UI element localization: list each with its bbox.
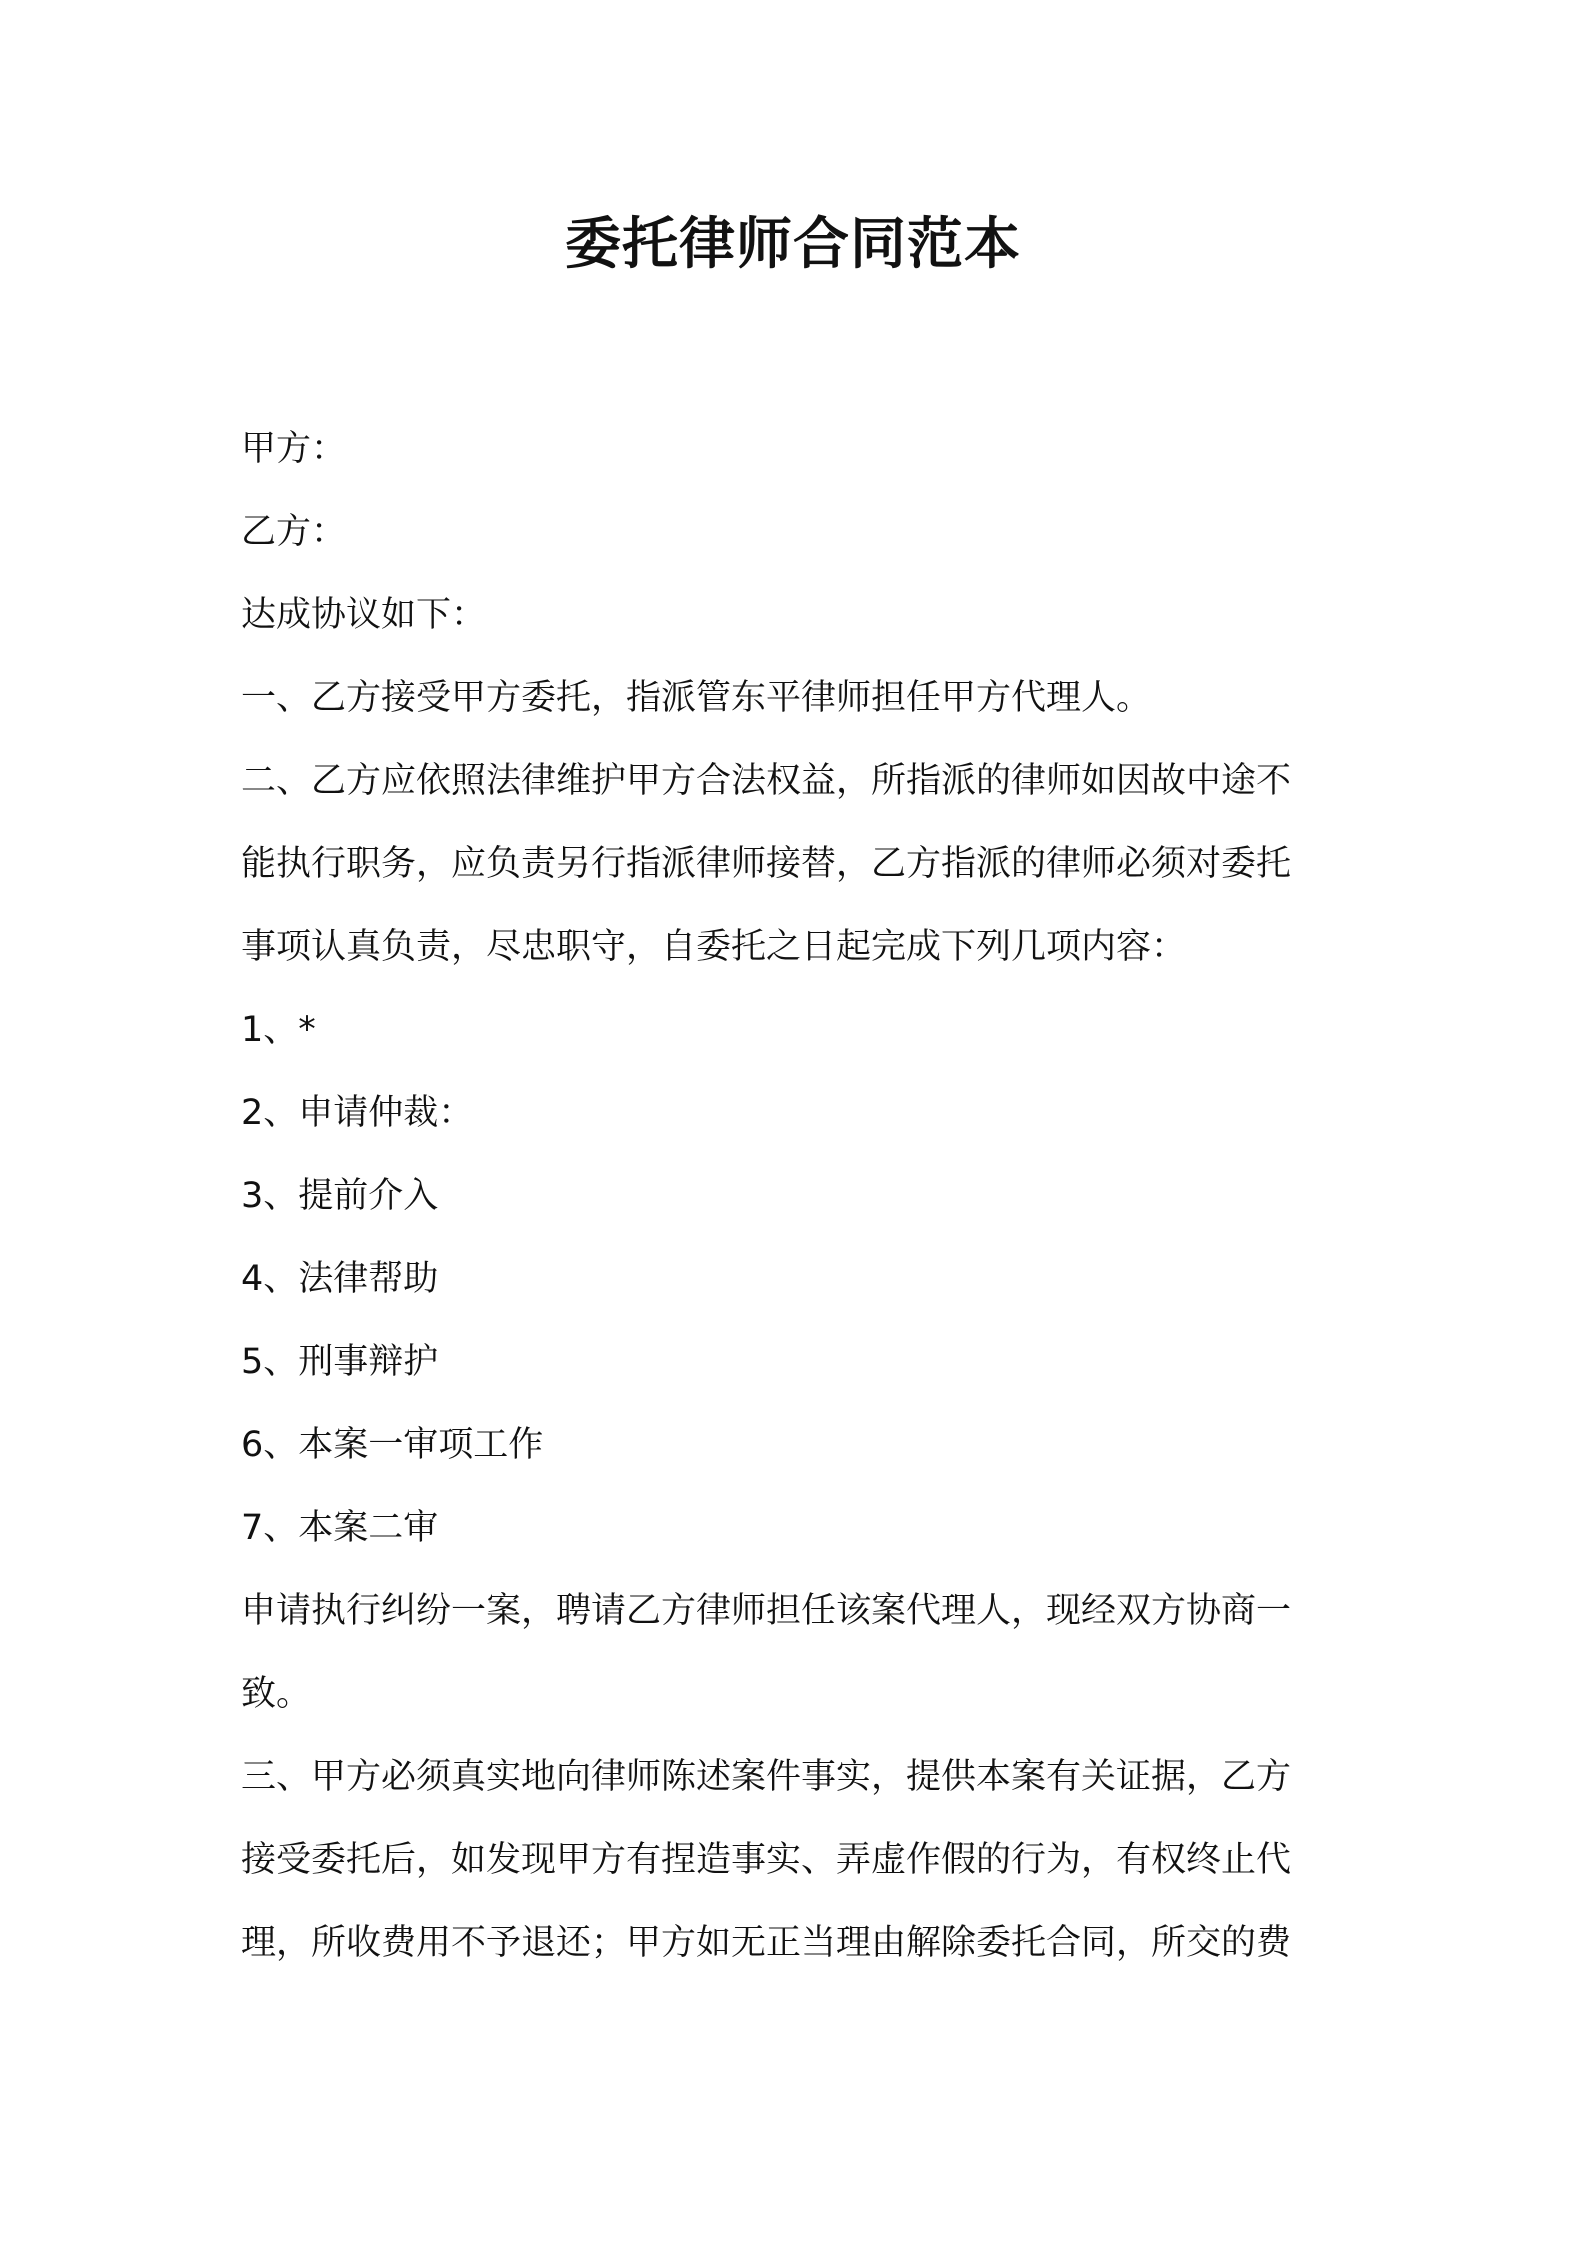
- clause-2-line-2: 能执行职务，应负责另行指派律师接替，乙方指派的律师必须对委托: [241, 844, 1292, 884]
- clause-2-line-3: 事项认真负责，尽忠职守，自委托之日起完成下列几项内容：: [241, 927, 1187, 967]
- item-3-line: 3、提前介入: [241, 1176, 439, 1216]
- clause-3-line-2: 接受委托后，如发现甲方有捏造事实、弄虚作假的行为，有权终止代: [241, 1840, 1292, 1880]
- clause-1-line: 一、乙方接受甲方委托，指派管东平律师担任甲方代理人。: [241, 678, 1152, 718]
- item-2-line: 2、申请仲裁：: [241, 1093, 474, 1133]
- item-5-line: 5、刑事辩护: [241, 1342, 439, 1382]
- clause-3-line-1: 三、甲方必须真实地向律师陈述案件事实，提供本案有关证据，乙方: [241, 1757, 1292, 1797]
- item-4-line: 4、法律帮助: [241, 1259, 439, 1299]
- clause-3-line-3: 理，所收费用不予退还；甲方如无正当理由解除委托合同，所交的费: [241, 1923, 1292, 1963]
- case-statement-line-2: 致。: [241, 1674, 312, 1714]
- clause-2-line-1: 二、乙方应依照法律维护甲方合法权益，所指派的律师如因故中途不: [241, 761, 1292, 801]
- item-1-line: 1、*: [241, 1010, 316, 1050]
- document-title: 委托律师合同范本: [565, 212, 1021, 277]
- item-7-line: 7、本案二审: [241, 1508, 439, 1548]
- document-body: [241, 408, 1361, 1985]
- case-statement-line-1: 申请执行纠纷一案，聘请乙方律师担任该案代理人，现经双方协商一: [241, 1591, 1292, 1631]
- party-a-line: 甲方：: [241, 429, 347, 469]
- party-b-line: 乙方：: [241, 512, 347, 552]
- agreement-intro-line: 达成协议如下：: [241, 595, 487, 635]
- item-6-line: 6、本案一审项工作: [241, 1425, 544, 1465]
